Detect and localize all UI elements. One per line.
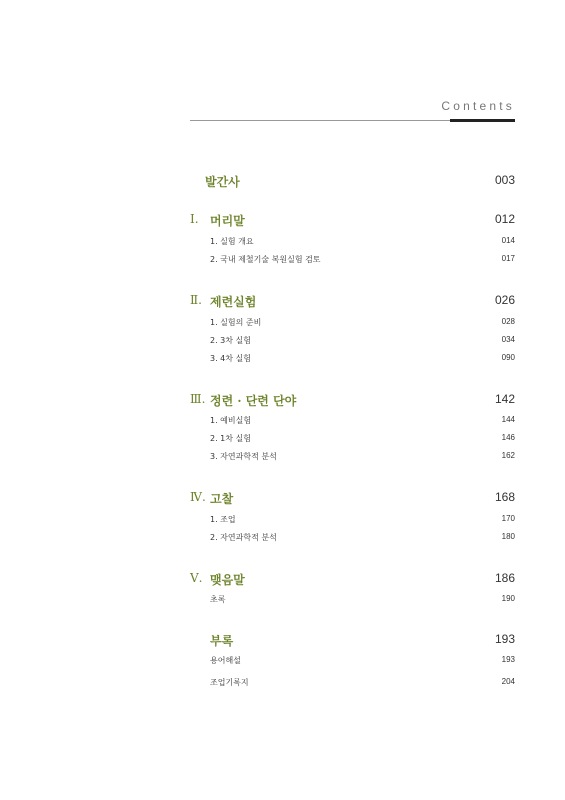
toc-item[interactable] xyxy=(190,653,515,667)
item-title: 2. 1차 실험 xyxy=(210,434,251,443)
section-page: 168 xyxy=(494,490,515,504)
item-page: 193 xyxy=(501,655,515,664)
toc-section-3[interactable] xyxy=(190,392,515,410)
toc-item[interactable] xyxy=(190,333,515,347)
item-title: 용어해설 xyxy=(210,656,241,665)
section-title: 맺음말 xyxy=(210,573,245,587)
toc-item[interactable] xyxy=(190,413,515,427)
toc-item[interactable] xyxy=(190,252,515,266)
item-title: 3. 자연과학적 분석 xyxy=(210,452,277,461)
item-page: 017 xyxy=(501,254,515,263)
item-title: 2. 국내 제철기술 복원실험 검토 xyxy=(210,255,321,264)
toc-item[interactable] xyxy=(190,431,515,445)
item-page: 144 xyxy=(501,415,515,424)
item-title: 2. 3차 실험 xyxy=(210,336,251,345)
contents-title: Contents xyxy=(441,99,515,113)
toc-section-5[interactable] xyxy=(190,571,515,589)
toc-item[interactable] xyxy=(190,315,515,329)
section-page: 142 xyxy=(494,392,515,406)
section-number: Ⅲ. xyxy=(190,392,206,406)
section-title: 발간사 xyxy=(205,175,240,189)
item-page: 170 xyxy=(501,514,515,523)
toc-item[interactable] xyxy=(190,592,515,606)
section-number: Ⅰ. xyxy=(190,212,199,226)
section-title: 머리말 xyxy=(210,214,245,228)
section-title: 부록 xyxy=(210,634,234,648)
toc-item[interactable] xyxy=(190,512,515,526)
section-page: 186 xyxy=(494,571,515,585)
toc-section-1[interactable] xyxy=(190,212,515,230)
section-page: 193 xyxy=(494,632,515,646)
item-title: 조업기록지 xyxy=(210,678,249,687)
item-page: 190 xyxy=(501,594,515,603)
item-page: 146 xyxy=(501,433,515,442)
toc-item[interactable] xyxy=(190,234,515,248)
toc-section-appendix[interactable] xyxy=(190,632,515,650)
item-title: 1. 조업 xyxy=(210,515,236,524)
section-title: 정련 · 단련 단야 xyxy=(210,394,297,408)
item-page: 014 xyxy=(501,236,515,245)
section-page: 026 xyxy=(494,293,515,307)
section-title: 고찰 xyxy=(210,492,234,506)
section-number: Ⅳ. xyxy=(190,490,206,504)
section-page: 012 xyxy=(494,212,515,226)
section-page: 003 xyxy=(494,173,515,187)
item-title: 2. 자연과학적 분석 xyxy=(210,533,277,542)
item-page: 034 xyxy=(501,335,515,344)
item-page: 180 xyxy=(501,532,515,541)
toc-item[interactable] xyxy=(190,351,515,365)
section-number: Ⅱ. xyxy=(190,293,202,307)
toc-section-preface[interactable] xyxy=(190,173,515,191)
item-title: 3. 4차 실험 xyxy=(210,354,251,363)
header-rule-accent xyxy=(450,119,515,122)
item-page: 090 xyxy=(501,353,515,362)
item-page: 204 xyxy=(501,677,515,686)
item-title: 1. 예비실험 xyxy=(210,416,252,425)
item-page: 162 xyxy=(501,451,515,460)
item-page: 028 xyxy=(501,317,515,326)
toc-section-4[interactable] xyxy=(190,490,515,508)
item-title: 1. 실험의 준비 xyxy=(210,318,262,327)
item-title: 초록 xyxy=(210,595,226,604)
section-title: 제련실험 xyxy=(210,295,257,309)
toc-item[interactable] xyxy=(190,449,515,463)
section-number: Ⅴ. xyxy=(190,571,203,585)
toc-item[interactable] xyxy=(190,675,515,689)
toc-section-2[interactable] xyxy=(190,293,515,311)
toc-item[interactable] xyxy=(190,530,515,544)
item-title: 1. 실험 개요 xyxy=(210,237,254,246)
